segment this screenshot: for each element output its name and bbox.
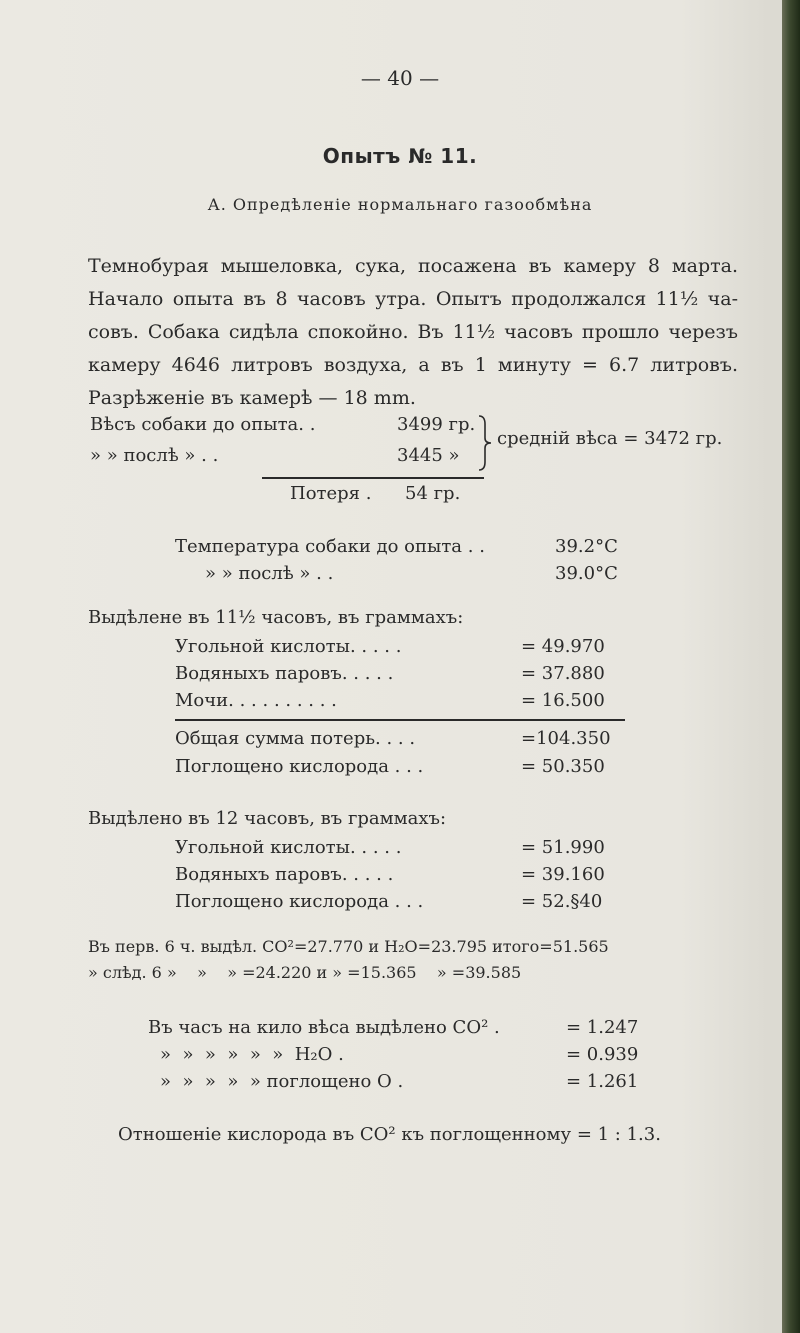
weight-after-label: » » послѣ » . . bbox=[90, 445, 219, 466]
section1-row-label: Угольной кислоты. . . . . bbox=[175, 636, 402, 657]
brace-icon bbox=[477, 414, 493, 472]
divider-rule bbox=[262, 477, 484, 479]
section2-row-label: Поглощено кислорода . . . bbox=[175, 891, 424, 912]
temp-after-label: » » послѣ » . . bbox=[205, 563, 334, 584]
per-kilo-label: » » » » » поглощено O . bbox=[160, 1071, 404, 1092]
weight-before-label: Вѣсъ собаки до опыта. . bbox=[90, 414, 316, 435]
section2-row-value: = 52.§40 bbox=[521, 891, 603, 912]
divider-rule bbox=[175, 719, 625, 721]
weight-before-value: 3499 гр. bbox=[397, 414, 476, 435]
next-6-hours-line: » слѣд. 6 » » » =24.220 и » =15.365 » =39.585 bbox=[88, 963, 522, 982]
intro-paragraph bbox=[88, 250, 738, 415]
section-subtitle: А. Опредѣленіе нормальнаго газообмѣна bbox=[207, 195, 593, 214]
temp-before-value: 39.2°C bbox=[555, 536, 618, 557]
per-kilo-label: » » » » » » H₂O . bbox=[160, 1044, 344, 1065]
intro-line: совъ. Собака сидѣла спокойно. Въ 11½ часовъ прошло черезъ bbox=[88, 321, 738, 343]
weight-mean: средній вѣса = 3472 гр. bbox=[497, 428, 723, 449]
book-spine-edge bbox=[782, 0, 800, 1333]
intro-line: Темнобурая мышеловка, сука, посажена въ камеру 8 марта. bbox=[88, 255, 738, 277]
section1-heading: Выдѣлене въ 11½ часовъ, въ граммахъ: bbox=[88, 607, 464, 628]
section1-row-label: Мочи. . . . . . . . . . bbox=[175, 690, 337, 711]
oxygen-absorbed-value: = 50.350 bbox=[521, 756, 605, 777]
intro-line: камеру 4646 литровъ воздуха, а въ 1 минуту = 6.7 литровъ. bbox=[88, 354, 738, 376]
section2-row-label: Угольной кислоты. . . . . bbox=[175, 837, 402, 858]
oxygen-ratio: Отношеніе кислорода въ CO² къ поглощенному = 1 : 1.3. bbox=[118, 1124, 661, 1145]
per-kilo-label: Въ часъ на кило вѣса выдѣлено CO² . bbox=[148, 1017, 500, 1038]
section2-row-value: = 51.990 bbox=[521, 837, 605, 858]
section1-row-value: = 37.880 bbox=[521, 663, 605, 684]
first-6-hours-line: Въ перв. 6 ч. выдѣл. CO²=27.770 и H₂O=23.795 итого=51.565 bbox=[88, 937, 609, 956]
total-loss-value: =104.350 bbox=[521, 728, 611, 749]
per-kilo-value: = 0.939 bbox=[566, 1044, 639, 1065]
intro-line: Начало опыта въ 8 часовъ утра. Опытъ продолжался 11½ ча- bbox=[88, 288, 738, 310]
section2-row-label: Водяныхъ паровъ. . . . . bbox=[175, 864, 394, 885]
section1-row-value: = 49.970 bbox=[521, 636, 605, 657]
weight-loss-label: Потеря . bbox=[290, 483, 372, 504]
per-kilo-value: = 1.261 bbox=[566, 1071, 639, 1092]
page-title: Опытъ № 11. bbox=[322, 144, 478, 168]
section2-heading: Выдѣлено въ 12 часовъ, въ граммахъ: bbox=[88, 808, 447, 829]
oxygen-absorbed-label: Поглощено кислорода . . . bbox=[175, 756, 424, 777]
section1-row-label: Водяныхъ паровъ. . . . . bbox=[175, 663, 394, 684]
weight-loss-value: 54 гр. bbox=[405, 483, 461, 504]
temp-after-value: 39.0°C bbox=[555, 563, 618, 584]
weight-after-value: 3445 » bbox=[397, 445, 460, 466]
section2-row-value: = 39.160 bbox=[521, 864, 605, 885]
total-loss-label: Общая сумма потерь. . . . bbox=[175, 728, 416, 749]
per-kilo-value: = 1.247 bbox=[566, 1017, 639, 1038]
intro-line: Разрѣженіе въ камерѣ — 18 mm. bbox=[88, 387, 416, 409]
temp-before-label: Температура собаки до опыта . . bbox=[175, 536, 485, 557]
section1-row-value: = 16.500 bbox=[521, 690, 605, 711]
page-number: — 40 — bbox=[360, 66, 440, 90]
